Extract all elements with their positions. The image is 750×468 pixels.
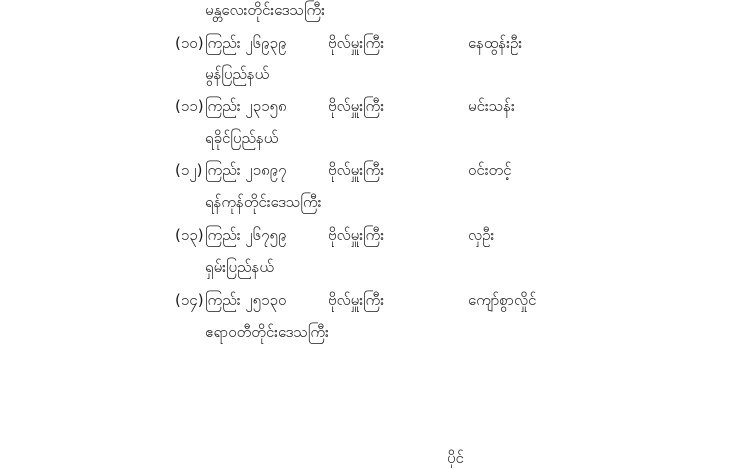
entry-region: ရှမ်းပြည်နယ် (205, 258, 274, 276)
entry-rank-title: ဗိုလ်မှူးကြီး (328, 161, 385, 179)
entry-region: ဧရာဝတီတိုင်းဒေသကြီး (205, 323, 329, 341)
entry-service-id: ကြည်း ၂၆၇၅၉ (205, 226, 287, 244)
entry-rank-title: ဗိုလ်မှူးကြီး (328, 34, 385, 52)
entry-rank-title: ဗိုလ်မှူးကြီး (328, 97, 385, 115)
entry-number: (၁၃) (175, 226, 204, 244)
entry-name: ဝင်းတင့် (468, 161, 512, 179)
entry-number: (၁၄) (175, 291, 204, 309)
entry-name: မင်းသန်း (468, 97, 515, 115)
entry-name: ကျော်စွာလှိုင် (468, 291, 537, 309)
entry-service-id: ကြည်း ၂၆၉၃၉ (205, 34, 287, 52)
entry-name: နေထွန်းဦး (468, 34, 523, 52)
entry-number: (၁၀) (175, 34, 204, 52)
entry-service-id: ကြည်း ၂၅၁၃၀ (205, 291, 287, 309)
entry-number: (၁၁) (175, 97, 204, 115)
entry-region: ရခိုင်ပြည်နယ် (205, 129, 279, 147)
footer-mark: ပိုင် (447, 449, 464, 467)
entry-service-id: ကြည်း ၂၁၈၉၇ (205, 161, 287, 179)
continuation-region: မန္တလေးတိုင်းဒေသကြီး (205, 1, 325, 19)
entry-rank-title: ဗိုလ်မှူးကြီး (328, 291, 385, 309)
entry-rank-title: ဗိုလ်မှူးကြီး (328, 226, 385, 244)
entry-name: လှဦး (468, 226, 495, 244)
entry-region: ရန်ကုန်တိုင်းဒေသကြီး (205, 193, 322, 211)
entry-service-id: ကြည်း ၂၃၁၅၈ (205, 97, 287, 115)
entry-number: (၁၂) (175, 161, 203, 179)
entry-region: မွန်ပြည်နယ် (205, 65, 270, 83)
